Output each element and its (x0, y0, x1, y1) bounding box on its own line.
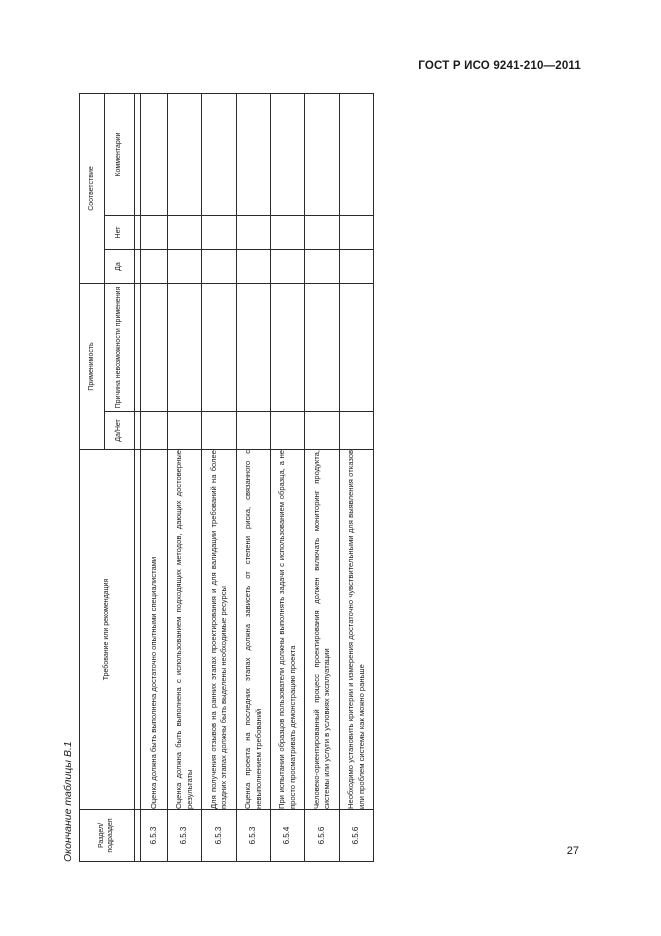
document-header: ГОСТ Р ИСО 9241-210—2011 (418, 60, 581, 72)
page-number: 27 (566, 845, 579, 857)
requirement-cell: При испытании образцов пользователи должны выполнять задачи с использованием образца, а не просто просматривать демонстрацию проекта (271, 450, 305, 810)
requirement-column-header: Требование или рекомендация (80, 450, 135, 810)
table-row (141, 94, 168, 862)
table-caption: Окончание таблицы В.1 (62, 741, 74, 862)
section-column-header (80, 810, 135, 862)
reason-cell (271, 284, 305, 412)
table-row (168, 94, 202, 862)
rotated-table-content (59, 94, 366, 862)
compliance-no-cell (141, 216, 168, 250)
reason-cell (141, 284, 168, 412)
compliance-yes-cell (271, 250, 305, 284)
applicability-cell (141, 412, 168, 450)
compliance-no-cell (237, 216, 271, 250)
reason-cell (305, 284, 340, 412)
applicability-cell (340, 412, 374, 450)
requirement-cell: Оценка должна быть выполнена достаточно опытными специалистами (141, 450, 168, 810)
applicability-cell (305, 412, 340, 450)
compliance-yes-cell (237, 250, 271, 284)
reason-cell (202, 284, 237, 412)
table-row (271, 94, 305, 862)
section-cell: 6.5.6 (305, 810, 340, 862)
section-cell: 6.5.4 (271, 810, 305, 862)
section-header-label: Раздел/ подраздел (98, 818, 114, 853)
compliance-no-cell (168, 216, 202, 250)
compliance-no-cell (202, 216, 237, 250)
comments-cell (141, 94, 168, 216)
reason-cell (237, 284, 271, 412)
requirement-cell: Необходимо установить критерии и измерения достаточно чувствительными для выявления отказов или проблем системы как можно раньше (340, 450, 374, 810)
compliance-yes-cell (202, 250, 237, 284)
comments-cell (202, 94, 237, 216)
comments-cell (237, 94, 271, 216)
comments-cell (271, 94, 305, 216)
requirement-cell: Человеко-ориентированный процесс проектирования должен включать мониторинг продукта, системы или услуги в условиях эксплуатации (305, 450, 340, 810)
section-cell: 6.5.3 (141, 810, 168, 862)
compliance-group-header: Соответствие (80, 94, 105, 284)
section-cell: 6.5.6 (340, 810, 374, 862)
applicability-cell (168, 412, 202, 450)
applicability-yes-no-header: Да/Нет (105, 412, 135, 450)
section-cell: 6.5.3 (237, 810, 271, 862)
comments-cell (340, 94, 374, 216)
table-row (202, 94, 237, 862)
compliance-yes-cell (305, 250, 340, 284)
requirements-table (79, 93, 374, 862)
reason-cell (168, 284, 202, 412)
table-row (237, 94, 271, 862)
requirement-cell: Оценка проекта на последних этапах должна зависеть от степени риска, связанного с невыполнением требований (237, 450, 271, 810)
compliance-no-cell (340, 216, 374, 250)
comments-cell (168, 94, 202, 216)
applicability-cell (237, 412, 271, 450)
header-row-top (80, 94, 105, 862)
compliance-no-cell (271, 216, 305, 250)
table-row (340, 94, 374, 862)
reason-header: Причина невозможности применения (105, 284, 135, 412)
applicability-cell (271, 412, 305, 450)
compliance-no-cell (305, 216, 340, 250)
comments-cell (305, 94, 340, 216)
compliance-yes-cell (141, 250, 168, 284)
comments-header: Комментарии (105, 94, 135, 216)
compliance-yes-header: Да (105, 250, 135, 284)
section-cell: 6.5.3 (202, 810, 237, 862)
reason-cell (340, 284, 374, 412)
rotated-table-block (59, 94, 366, 862)
compliance-yes-cell (168, 250, 202, 284)
requirement-cell: Оценка должна быть выполнена с использованием подходящих методов, дающих достоверные результаты (168, 450, 202, 810)
compliance-no-header: Нет (105, 216, 135, 250)
applicability-cell (202, 412, 237, 450)
section-cell: 6.5.3 (168, 810, 202, 862)
applicability-group-header: Применимость (80, 284, 105, 450)
requirement-cell: Для получения отзывов на ранних этапах проектирования и для валидации требований на более поздних этапах должны быть выделены необходимые ресурсы (202, 450, 237, 810)
table-row (305, 94, 340, 862)
compliance-yes-cell (340, 250, 374, 284)
